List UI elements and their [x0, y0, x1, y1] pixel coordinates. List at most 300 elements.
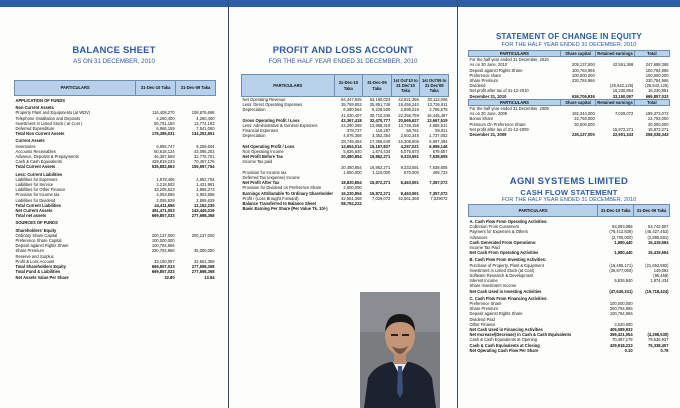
cell-value: (45,427,452) — [645, 229, 669, 235]
cell-value: 200,137,000 — [191, 232, 215, 238]
column-header: PARTICULARS — [15, 81, 136, 96]
equity-cashflow-page — [458, 0, 680, 408]
column-header: 1st Oct'10 to 31 Dec'10 Taka — [391, 75, 420, 97]
cell-value: 429,918,233 — [609, 342, 633, 348]
column-header: Retained earnings — [597, 99, 633, 105]
row-label: Inventories — [15, 143, 36, 149]
period-label: For the half year ended 31 December, 2009 — [469, 106, 549, 112]
cell-value: 12,152,235 — [194, 202, 215, 208]
cell-value — [598, 217, 634, 225]
profit-loss-title: PROFIT AND LOSS ACCOUNT — [272, 45, 414, 56]
row-label: SOURCES OF FUNDS — [15, 220, 58, 226]
table-row — [15, 103, 216, 110]
cell-value: (4,298,530) — [647, 332, 669, 338]
cell-value: 230,784,966 — [645, 78, 669, 84]
row-label: Financial Expenses — [242, 128, 278, 134]
row-label: Basic Earning Per Share (Per Value Tk. 10/-) — [242, 206, 328, 212]
row-label: Net profit after tax of 31-12-2009 — [469, 126, 529, 132]
row-label: Cash & Cash Equivalents at Closing — [469, 342, 540, 348]
cell-value: 405,089,932 — [609, 327, 633, 333]
row-label: Net Cash Used in Investing Activities — [469, 288, 542, 294]
cell-value: 1,980,440 — [614, 239, 633, 245]
cell-value: 149,092 — [653, 267, 669, 273]
cell-value: 116,287 — [375, 128, 391, 134]
page-top-band — [0, 0, 228, 7]
column-header: PARTICULARS — [469, 99, 561, 105]
table-row — [15, 275, 216, 280]
cell-value: 18,456,240 — [398, 102, 419, 108]
cell-value: 5,826,840 — [614, 278, 633, 284]
cell-value: 15,157,837 — [369, 143, 391, 149]
cell-value: 42,561,368 — [194, 258, 215, 264]
cell-value: 7,638,805 — [429, 154, 448, 160]
cell-value — [136, 96, 176, 104]
cell-value: 1,650,000 — [343, 169, 362, 175]
cell-value: (47,645,331) — [609, 288, 633, 294]
equity-table — [468, 50, 670, 137]
cell-value: 35,769,853 — [341, 102, 362, 108]
page-top-band — [229, 0, 457, 7]
cell-value: 870,000 — [404, 169, 419, 175]
cell-value: 2,903,598 — [196, 192, 215, 198]
cell-value: 43,095,202 — [194, 148, 215, 154]
row-label: Premium On Preference Share — [469, 121, 526, 127]
row-label: Net Operating Cash Flow Per Share — [469, 347, 539, 353]
cell-value: 4,885,541 — [429, 123, 448, 129]
row-label: Net Cash Used in Financing Activities — [469, 327, 543, 333]
cell-value: 7,541,060 — [196, 126, 215, 132]
column-header: 31-Dec-09 Taka — [363, 75, 392, 97]
cell-value: 33,205,523 — [154, 187, 175, 193]
column-header: Share capital — [560, 99, 595, 105]
cell-value: 6,966,159 — [156, 126, 175, 132]
row-label: Net Current Assets — [15, 208, 53, 214]
cell-value: 14,654,014 — [341, 143, 362, 149]
row-label: Total net assets — [15, 213, 47, 219]
cell-value: (79,412,839) — [609, 229, 633, 235]
table-row — [469, 294, 670, 301]
cell-value: 24,290,368 — [341, 123, 362, 129]
cell-value — [136, 103, 176, 110]
cell-value — [420, 206, 449, 211]
row-label: Income Tax Paid — [469, 245, 500, 251]
row-label: Dividend — [469, 83, 486, 89]
cell-value: 42,921,386 — [398, 97, 419, 102]
cash-flow-title: CASH FLOW STATEMENT — [520, 188, 618, 197]
table-row — [469, 348, 670, 353]
cell-value: 277,698,368 — [191, 269, 215, 275]
cell-value — [136, 218, 176, 225]
cell-value: 669,857,033 — [151, 269, 175, 275]
cell-value: 116,408,270 — [152, 110, 175, 116]
cell-value: 178,386,031 — [151, 131, 175, 137]
row-label: Total Current Assets — [15, 164, 56, 170]
column-header: Total — [634, 99, 669, 105]
cell-value: 13,868,319 — [369, 123, 391, 129]
cell-value: 6,697,484 — [429, 138, 448, 144]
cell-value: 1,421,981 — [196, 182, 215, 188]
cell-value: 100,784,966 — [609, 311, 633, 317]
balance-sheet-title: BALANCE SHEET — [72, 45, 156, 56]
row-label: Interest Income — [469, 278, 498, 284]
cell-value: (2,895,581) — [647, 234, 669, 240]
cell-value: 277,698,368 — [191, 213, 215, 219]
row-label: Less: Current Liabilities — [15, 171, 63, 177]
cell-value: 13.84 — [204, 274, 215, 280]
cell-value: 20,565,627 — [398, 117, 419, 123]
row-label: Total Shareholders Equity — [15, 264, 66, 270]
row-label: Provision for Dividend on Preference Share — [242, 185, 322, 191]
row-label: December 31, 2010 — [469, 93, 507, 99]
cell-value: 200,137,000 — [151, 232, 175, 238]
cell-value: 8,463,591 — [400, 180, 419, 186]
cell-value: 3,218,502 — [156, 182, 175, 188]
row-label: Ordinary Share Capital — [15, 232, 58, 238]
cell-value: 42,561,368 — [398, 195, 419, 201]
cell-value: 636,706,936 — [571, 93, 595, 99]
row-label: Share Premium — [469, 78, 498, 84]
cell-value: 20,480,854 — [341, 154, 362, 160]
row-label: Share Premium — [15, 248, 44, 254]
row-label: Net profit after tax of 31-12-2010 — [469, 88, 529, 94]
column-header: 31-Dec-09 Taka — [176, 81, 216, 96]
cell-value: 58,761 — [406, 128, 419, 134]
cell-value: 35,000,000 — [194, 248, 215, 254]
row-label: Net Assets Value Per Share — [15, 274, 69, 280]
row-label: Provision for Income tax — [15, 192, 60, 198]
equity-body-2010 — [469, 57, 670, 100]
cell-value: 15,872,271 — [648, 126, 669, 132]
cell-value: 41,030,407 — [341, 112, 362, 118]
balance-sheet-table — [14, 80, 216, 280]
row-label: Cash & Cash Equivalents at Opening — [469, 337, 538, 343]
row-label: A. Cash Flow From Operating Activities: — [469, 219, 548, 224]
cell-value: 20,480,854 — [341, 164, 362, 170]
cell-value: 4,260,400 — [156, 115, 175, 121]
row-label: Net Profit Before Tax — [242, 154, 283, 160]
row-label: Net Operating Revenue — [242, 97, 286, 102]
cash-flow-body — [469, 217, 670, 354]
cell-value — [598, 294, 634, 301]
cell-value: 15,872,271 — [369, 190, 391, 196]
cell-value: 5,076,870 — [400, 149, 419, 155]
cell-value: (21,652,982) — [645, 262, 669, 268]
cell-value: 2,888,273 — [196, 187, 215, 193]
table-header-row — [469, 205, 670, 217]
cell-value: 30,710,346 — [369, 112, 391, 118]
row-label: C. Cash Flow From Financing Activities: — [469, 295, 548, 301]
row-label: Earnings Attributable To Ordinary Shareholder — [242, 190, 334, 196]
cell-value: 13,736,911 — [427, 102, 448, 108]
cell-value: 83,093,086 — [612, 224, 633, 230]
cell-value: 669,857,033 — [151, 264, 175, 270]
cell-value: 378,727 — [346, 128, 362, 134]
row-label: Non Current Assets — [15, 105, 54, 111]
row-label: Software Research & Development — [469, 273, 534, 279]
cell-value: 16,230,854 — [612, 88, 634, 94]
cell-value: 13,749,158 — [398, 123, 419, 129]
row-label: Property Plant and Equipments (at WDV) — [15, 110, 91, 116]
company-name: AGNI SYSTEMS LIMITED — [509, 176, 629, 187]
cell-value: 15,419,594 — [648, 239, 669, 245]
cell-value: 30,113,006 — [427, 97, 448, 102]
cell-value: (2,700,000) — [611, 234, 633, 240]
row-label: Preference share — [469, 72, 501, 78]
cell-value: 7,029,072 — [372, 195, 391, 201]
cell-value: 143,445,019 — [191, 208, 215, 214]
row-label: Provision for Income tax — [242, 169, 287, 175]
row-label: Bonus Share — [469, 116, 494, 122]
row-label: Deposit against Rights Share — [15, 243, 69, 249]
row-label: Share Premium — [469, 306, 498, 312]
cell-value: 100,000,000 — [151, 238, 175, 244]
table-row — [15, 218, 216, 225]
row-label: Liabilities for Dividend — [15, 197, 56, 203]
row-label: Deposit against Rights Share — [469, 67, 523, 73]
column-header: Retained earnings — [597, 51, 633, 56]
cell-value — [598, 255, 634, 262]
table-row — [469, 217, 670, 225]
equity-title: STATEMENT OF CHANGE IN EQUITY — [496, 32, 642, 41]
profit-loss-body — [242, 97, 449, 212]
cell-value: 134,252,851 — [191, 131, 215, 137]
cell-value: 669,857,033 — [645, 93, 669, 99]
cell-value: 491,471,003 — [151, 208, 175, 214]
row-label: Purchase of Property, Plant & Equipment — [469, 262, 544, 268]
cell-value: 2,600,000 — [343, 185, 362, 191]
row-label: December 31, 2009 — [469, 132, 507, 138]
cell-value: 22,901,343 — [612, 132, 634, 138]
cell-value: 33,150,097 — [612, 93, 634, 99]
row-label: Liabilities for Expenses — [15, 176, 58, 182]
cell-value: 16,445,487 — [427, 112, 448, 118]
row-label: Liabilities for Other Finance — [15, 187, 66, 193]
row-label: Accounts Receivables — [15, 148, 56, 154]
column-header: PARTICULARS — [469, 205, 598, 217]
cell-value: 277,698,368 — [191, 264, 215, 270]
row-label: Cash Generated From Operations: — [469, 239, 537, 245]
row-label: Gross Operating Profit / Loss — [242, 117, 300, 123]
table-row — [242, 206, 449, 211]
row-label: Balance Transferred to Balance Sheet — [242, 201, 316, 207]
row-label: Collection From Customers — [469, 224, 520, 230]
cell-value: 100,784,966 — [151, 243, 175, 249]
table-row — [15, 170, 216, 177]
row-label: Deferred Expenditure — [15, 126, 55, 132]
column-header: 31-Dec-09 Taka — [634, 205, 670, 217]
cell-value: 42,561,368 — [612, 62, 634, 68]
cell-value: 33,150,097 — [154, 258, 175, 264]
cell-value: 2,895,019 — [400, 107, 419, 113]
cell-value: 4,260,400 — [196, 115, 215, 121]
cell-value — [176, 96, 216, 104]
cell-value: 44,411,656 — [154, 202, 175, 208]
cell-value: 258,038,343 — [645, 132, 669, 138]
cell-value: 13,667,519 — [427, 117, 448, 123]
cell-value: 182,344,000 — [571, 111, 595, 117]
cash-flow-table — [468, 204, 670, 353]
table-header-row — [242, 75, 449, 97]
row-label: Dividend Paid — [469, 316, 495, 322]
cell-value: 2,852,754 — [196, 176, 215, 182]
cell-value: 2,855,629 — [196, 197, 215, 203]
cell-value: 235,137,000 — [571, 132, 595, 138]
cell-value: 100,000,000 — [645, 72, 669, 78]
cell-value: 669,857,033 — [151, 213, 175, 219]
cell-value: 7,357,072 — [429, 190, 448, 196]
cell-value: 9,333,591 — [400, 164, 419, 170]
cell-value: 16,862,271 — [369, 164, 391, 170]
cell-value: 2,502,345 — [400, 133, 419, 139]
cell-value: 1,878,406 — [156, 176, 175, 182]
row-label: Profit / (Loss Brought Forward) — [242, 195, 299, 201]
table-row — [15, 226, 216, 233]
row-label: Liabilities for Service — [15, 182, 54, 188]
cell-value: (16,495,171) — [609, 262, 633, 268]
cell-value: 28,745,464 — [341, 138, 362, 144]
cell-value: 58,792,222 — [341, 201, 362, 207]
cell-value — [176, 136, 216, 143]
cell-value: 6,959,146 — [429, 143, 448, 149]
cell-value: 63,742,807 — [648, 224, 669, 230]
cell-value: 18,830,854 — [341, 180, 362, 186]
cell-value: 63,180,023 — [369, 97, 391, 102]
row-label: Share Investment Income — [469, 283, 517, 289]
cell-value: 1,980,440 — [614, 250, 633, 256]
row-label: Total Fund & Liabilities — [15, 269, 61, 275]
person-portrait-photo — [360, 292, 440, 408]
cell-value — [136, 226, 176, 233]
column-header: 1st Oct'09 to 31 Dec'09 Taka — [420, 75, 449, 97]
table-header-row — [15, 81, 216, 96]
cell-value: 16,308,606 — [398, 138, 419, 144]
table-row — [15, 136, 216, 143]
cell-value: 50,618,124 — [154, 148, 175, 154]
cell-value: 7,357,072 — [429, 180, 448, 186]
cell-value: 75,338,407 — [648, 342, 669, 348]
cell-value: 4,257,021 — [400, 143, 419, 149]
row-label: Current Assets — [15, 138, 45, 144]
row-label: Less: Direct Operating Expenses — [242, 102, 303, 108]
cell-value: 50,751,150 — [154, 120, 175, 126]
row-label: Advance, Deposits & Prepayments — [15, 154, 79, 160]
row-label: Net Cash From Operating Activities — [469, 250, 539, 256]
row-label: Non Operating Income — [242, 149, 284, 155]
cell-value: (95,458) — [653, 273, 669, 279]
equity-body-2009 — [469, 106, 670, 138]
row-label: Other Finance — [469, 321, 496, 327]
cell-value: 7,029,072 — [615, 111, 634, 117]
cell-value — [634, 294, 670, 301]
row-label: B. Cash Flow From Investing Activities: — [469, 257, 547, 263]
cell-value: 0.76 — [660, 347, 669, 353]
cell-value: 0.10 — [624, 347, 633, 353]
cell-value: 32,470,777 — [369, 117, 391, 123]
row-label: Cash & Cash Equivalents — [15, 159, 62, 165]
cell-value: 359,421,054 — [609, 332, 633, 338]
balance-sheet-body — [15, 96, 216, 280]
cell-value: 155,597,754 — [191, 164, 215, 170]
cell-value: 30,000,000 — [648, 121, 669, 127]
cell-value: (25,642,125) — [610, 83, 634, 89]
cell-value: 22,793,000 — [648, 116, 669, 122]
table-row — [242, 154, 449, 159]
row-label: Depreciation — [242, 107, 266, 113]
cell-value: 22,793,000 — [574, 116, 595, 122]
column-header: 31-Dec-10 Taka — [334, 75, 363, 97]
cell-value: 230,784,966 — [571, 78, 595, 84]
cell-value: 15,872,271 — [369, 180, 391, 186]
cell-value: 15,419,594 — [648, 250, 669, 256]
cell-value — [634, 255, 670, 262]
table-row — [15, 96, 216, 104]
cell-value: 17,366,640 — [369, 138, 391, 144]
cell-value: 5,228,500 — [372, 107, 391, 113]
cell-value: 2,706,578 — [429, 107, 448, 113]
cell-value: 70,457,176 — [194, 159, 215, 165]
row-label: Advances — [469, 234, 488, 240]
cell-value: 6,380,564 — [343, 107, 362, 113]
cell-value — [136, 170, 176, 177]
cell-value: 100,784,966 — [645, 67, 669, 73]
cell-value: 7,029072 — [430, 195, 448, 201]
cell-value: 25,851,748 — [369, 102, 391, 108]
cell-value — [176, 226, 216, 233]
cell-value — [176, 218, 216, 225]
cell-value: 108,676,698 — [191, 110, 215, 116]
row-label: Net Profit After Tax — [242, 180, 280, 186]
cell-value — [634, 217, 670, 225]
period-label: For the half year ended 31 December, 2010 — [469, 57, 549, 63]
cell-value: 16,230,854 — [341, 190, 362, 196]
cell-value: 189,373,072 — [645, 111, 669, 117]
column-header: Total — [634, 51, 669, 57]
cell-value: 5,826,840 — [343, 149, 362, 155]
row-label: Total Current Liabilities — [15, 202, 61, 208]
cell-value: 4,076,368 — [343, 133, 362, 139]
row-label: Total Non Current Assets — [15, 131, 65, 137]
row-label: Depreciation — [242, 133, 266, 139]
cell-value — [176, 103, 216, 110]
cell-value: 1,737,052 — [429, 133, 448, 139]
cell-value: 678,657 — [432, 149, 448, 155]
cell-value — [363, 206, 392, 211]
cell-value: 230,784,966 — [151, 248, 175, 254]
cell-value: 429,819,223 — [151, 159, 175, 165]
row-label: Preference Share Capital — [15, 238, 62, 244]
cell-value: 16,862,271 — [369, 154, 391, 160]
cell-value: 1,110,000 — [372, 169, 391, 175]
balance-sheet-page — [0, 0, 228, 408]
cell-value — [334, 206, 363, 211]
row-label: Payment for Expenses & Others — [469, 229, 528, 235]
cell-value: 3,520,000 — [614, 321, 633, 327]
cell-value: 9,259,604 — [196, 143, 215, 149]
page-top-band — [458, 0, 680, 7]
cell-value: 8,463,591 — [400, 190, 419, 196]
profit-loss-table — [241, 74, 449, 211]
cell-value: 1,874,434 — [372, 149, 391, 155]
cell-value: 2,055,629 — [156, 197, 175, 203]
row-label: Deferred Tax (expense) Income — [242, 175, 300, 181]
row-label: APPLICATION OF FUNDS — [15, 98, 66, 103]
column-header: Share capital — [560, 51, 595, 57]
cell-value: 42,561,368 — [341, 195, 362, 201]
table-row — [469, 255, 670, 262]
cell-value — [176, 170, 216, 177]
cell-value: 13,774,193 — [194, 120, 215, 126]
cell-value — [136, 136, 176, 143]
